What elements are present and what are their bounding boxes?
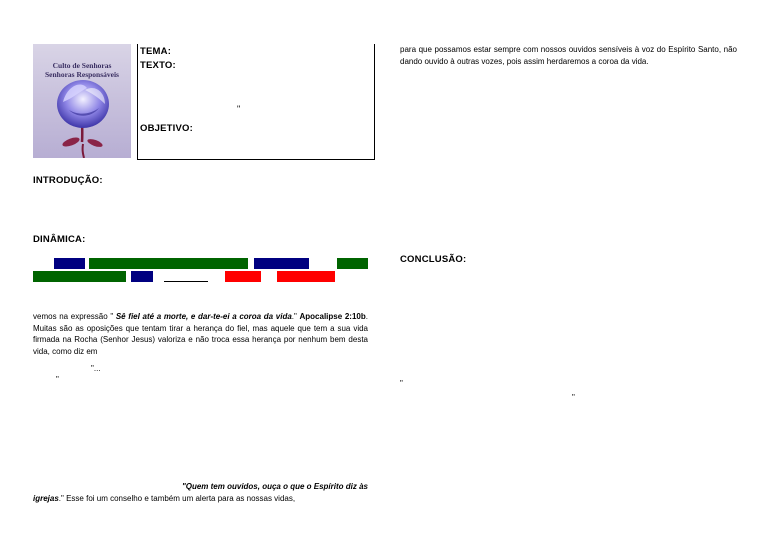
left-ellipsis-mark: "... (91, 364, 101, 373)
left-p5-rest: ." Esse foi um conselho e também um alerta para as nossas vidas, (58, 493, 296, 503)
bar-red-1 (225, 271, 261, 282)
left-paragraph-2 (33, 481, 368, 504)
bar-green-1 (89, 258, 248, 269)
right-quote-mark-b: " (572, 393, 575, 402)
introducao-heading: INTRODUÇÃO: (33, 175, 103, 186)
objetivo-label: OBJETIVO: (140, 123, 194, 134)
left-p1-b: ." (291, 312, 297, 321)
bible-reference: Apocalipse 2:10b (299, 312, 366, 321)
left-p5-quote-b: igrejas (33, 493, 59, 503)
blank-line (164, 281, 208, 282)
left-p1-a: vemos na expressão " (33, 312, 114, 321)
conclusao-heading: CONCLUSÃO: (400, 254, 467, 265)
logo-title-line1: Culto de Senhoras (52, 61, 112, 70)
left-p1-quote: Sê fiel até a morte, e dar-te-ei a coroa da vida (115, 312, 292, 321)
bar-blue-3 (131, 271, 153, 282)
bar-green-3 (33, 271, 126, 282)
left-p2-rest: . Muitas são as oposições que tentam tirar a herança do fiel, mas aquele que tem a sua vida firmada na Rocha (Senhor Jesus) valoriza e não troca essa herança por nenhum bem desta vida, como diz em (33, 312, 368, 356)
left-paragraph (33, 311, 368, 357)
bar-green-2 (337, 258, 368, 269)
dinamica-heading: DINÂMICA: (33, 234, 86, 245)
tema-label: TEMA: (140, 46, 172, 57)
logo-image (33, 44, 131, 158)
stray-quote-mark: " (237, 104, 241, 114)
left-quote-mark: " (56, 375, 59, 384)
logo-title-line2: Senhoras Responsáveis (45, 70, 119, 79)
texto-label: TEXTO: (140, 60, 176, 71)
bar-blue-1 (54, 258, 85, 269)
left-p5-quote-a: "Quem tem ouvidos, ouça o que o Espírito diz às (181, 482, 368, 491)
bar-red-2 (277, 271, 335, 282)
rose-illustration (33, 44, 131, 158)
bar-blue-2 (254, 258, 309, 269)
right-paragraph: para que possamos estar sempre com nossos ouvidos sensíveis à voz do Espírito Santo, não dando ouvido à outras vozes, pois assim herdaremos a coroa da vida. (400, 45, 737, 66)
right-quote-mark-a: " (400, 379, 403, 388)
